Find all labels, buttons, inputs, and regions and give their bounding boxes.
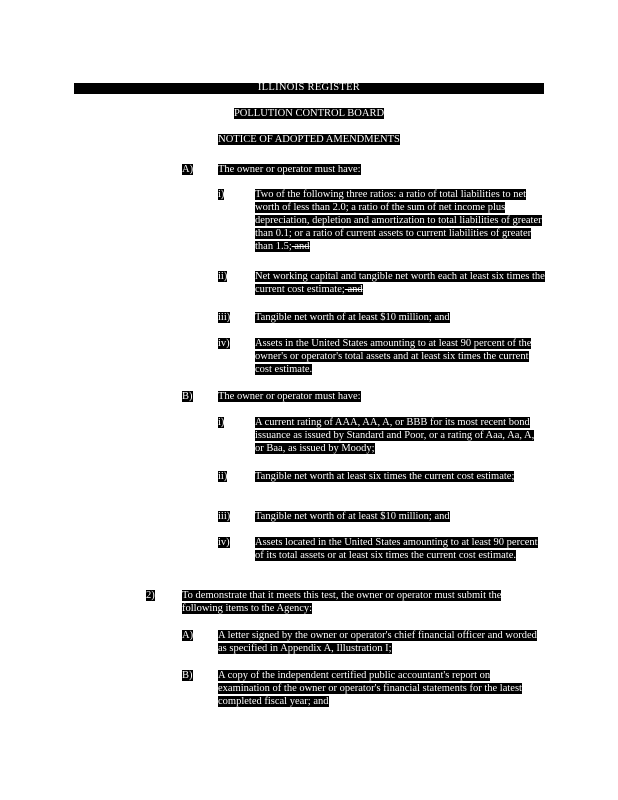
s2-item-a-label: A): [182, 630, 194, 641]
register-title: ILLINOIS REGISTER: [257, 82, 361, 93]
section-a-text: The owner or operator must have:: [218, 164, 361, 175]
s2-item-a-text: A letter signed by the owner or operator's chief financial officer and worded as specified in Appendix A, Illustration I;: [218, 630, 537, 654]
s2-item-b-label: B): [182, 670, 193, 681]
a-item-2-text: Net working capital and tangible net worth each at least six times the current cost estimate; and: [255, 271, 545, 295]
b-item-2-text: Tangible net worth at least six times the current cost estimate;: [255, 471, 515, 482]
a-item-1-label: i): [218, 189, 225, 200]
b-item-4-label: iv): [218, 537, 230, 548]
a-item-4-text: Assets in the United States amounting to at least 90 percent of the owner's or operator's total assets and at least six times the current cost estimate.: [255, 338, 532, 375]
b-item-1-text: A current rating of AAA, AA, A, or BBB for its most recent bond issuance as issued by Standard and Poor, or a rating of Aaa, Aa, A, or Baa, as issued by Moody;: [255, 417, 535, 454]
section-b-label: B): [182, 391, 193, 402]
section-2-label: 2): [146, 590, 155, 601]
a-item-3-text: Tangible net worth of at least $10 million; and: [255, 312, 450, 323]
s2-item-b-text: A copy of the independent certified public accountant's report on examination of the owner or operator's financial statements for the latest completed fiscal year; and: [218, 670, 522, 707]
board-title: POLLUTION CONTROL BOARD: [233, 108, 385, 119]
section-b-text: The owner or operator must have:: [218, 391, 361, 402]
a-item-3-label: iii): [218, 312, 231, 323]
a-item-1-text: Two of the following three ratios: a ratio of total liabilities to net worth of less than 2.0; a ratio of the sum of net income plus depreciation, depletion and amortization to total liabilities of greater than 0.1; or a ratio of current assets to current liabilities of greater than 1.5; and: [255, 189, 542, 252]
b-item-4-text: Assets located in the United States amounting to at least 90 percent of its total assets or at least six times the current cost estimate.: [255, 537, 538, 561]
b-item-1-label: i): [218, 417, 225, 428]
section-a-label: A): [182, 164, 194, 175]
b-item-3-label: iii): [218, 511, 231, 522]
notice-title: NOTICE OF ADOPTED AMENDMENTS: [218, 134, 400, 145]
section-2-text: To demonstrate that it meets this test, the owner or operator must submit the following items to the Agency:: [182, 590, 502, 614]
b-item-2-label: ii): [218, 471, 228, 482]
a-item-4-label: iv): [218, 338, 230, 349]
a-item-2-label: ii): [218, 271, 228, 282]
b-item-3-text: Tangible net worth of at least $10 million; and: [255, 511, 450, 522]
